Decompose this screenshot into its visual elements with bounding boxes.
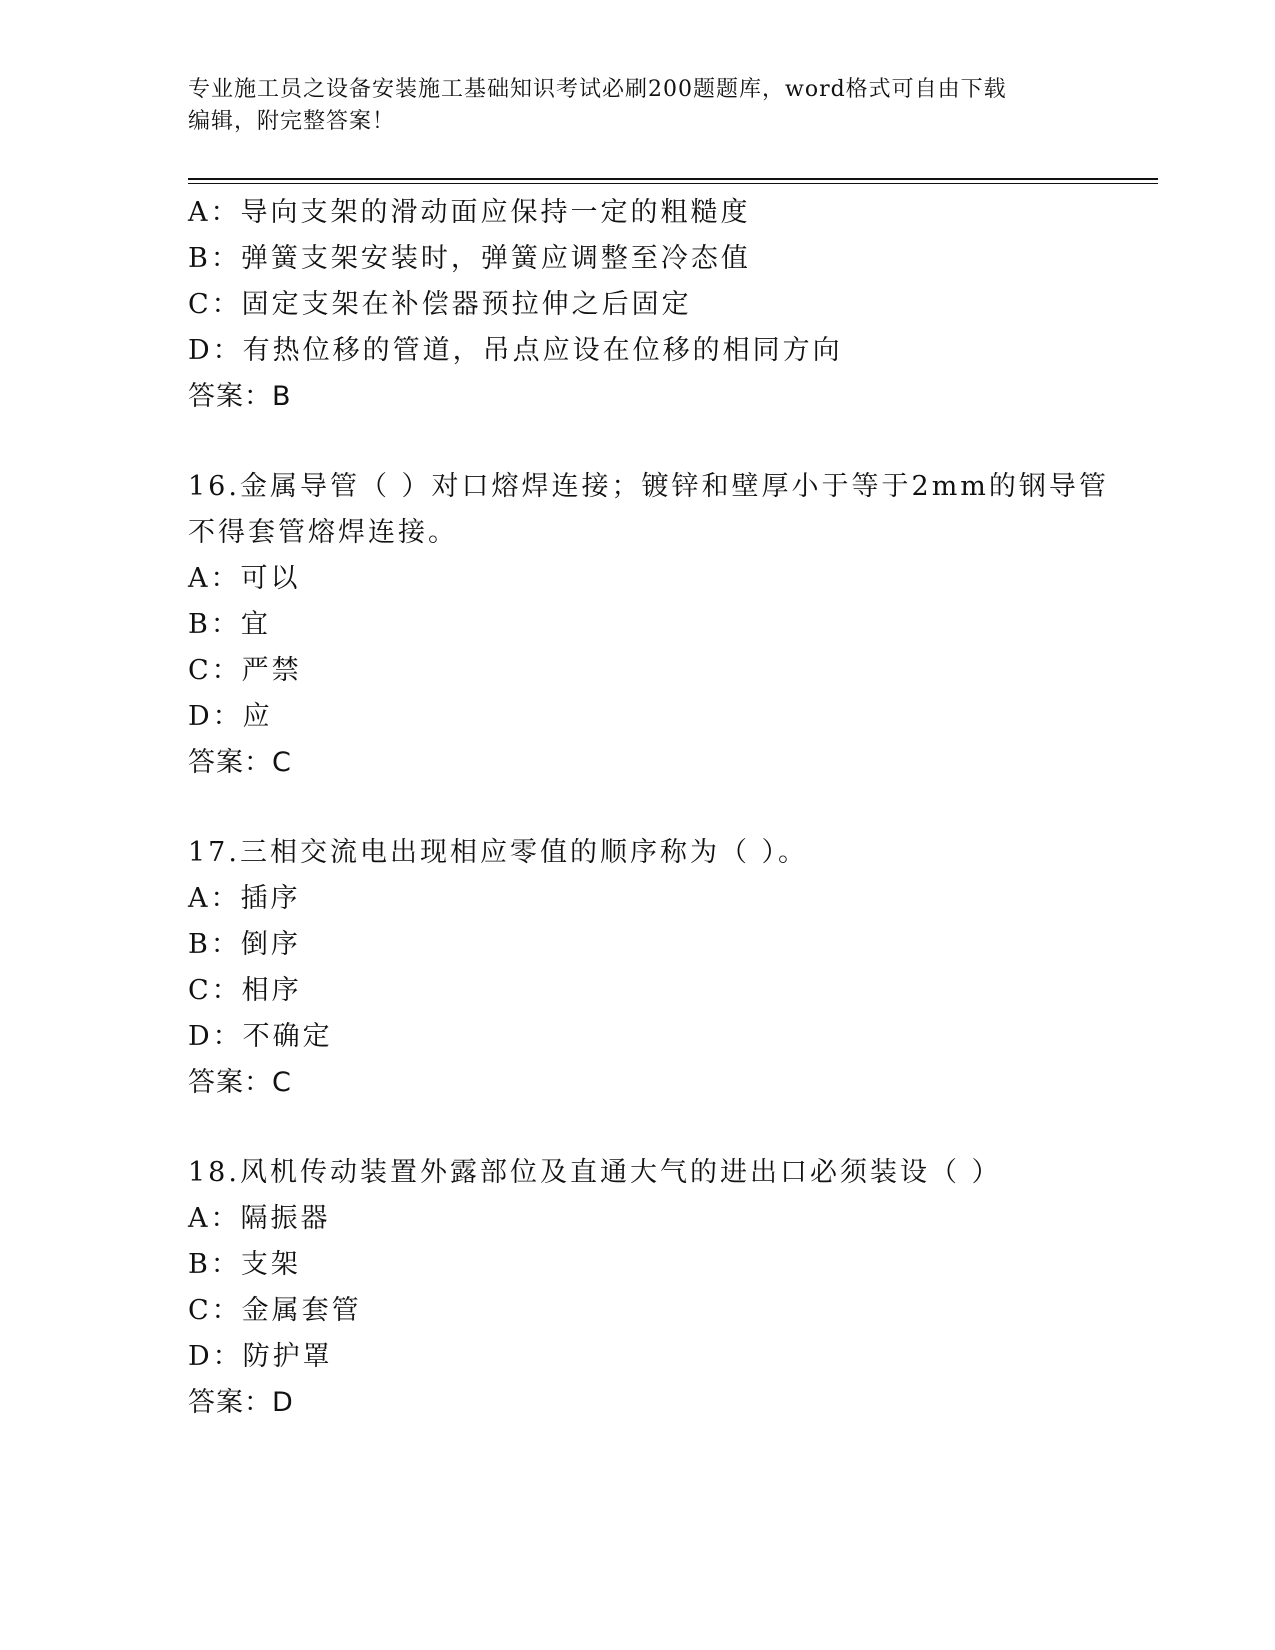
answer-line: 答案：C [188,747,292,778]
option-c: C：严禁 [188,655,302,686]
question-18 [188,1150,1088,1426]
option-b: B：倒序 [188,929,301,960]
option-a: A：插序 [188,883,301,914]
option-c: C：固定支架在补偿器预拉伸之后固定 [188,289,692,320]
option-b: B：支架 [188,1249,301,1280]
option-b: B：宜 [188,609,271,640]
option-d: D：不确定 [188,1021,333,1052]
option-c: C：金属套管 [188,1295,362,1326]
option-a: A：可以 [188,563,301,594]
option-a: A：导向支架的滑动面应保持一定的粗糙度 [188,197,751,228]
answer-line: 答案：C [188,1067,292,1098]
question-16 [188,464,1109,786]
question-list [188,190,1109,1426]
header-divider-thin [188,183,1158,184]
header-title-line-2: 编辑，附完整答案！ [188,109,396,134]
question-15-continued [188,190,1088,420]
option-a: A：隔振器 [188,1203,331,1234]
option-d: D：防护罩 [188,1341,333,1372]
answer-line: 答案：B [188,381,292,412]
question-stem-line-1: 16.金属导管（ ）对口熔焊连接；镀锌和壁厚小于等于2mm的钢导管 [188,471,1109,502]
question-stem-line-1: 17.三相交流电出现相应零值的顺序称为（ ）。 [188,837,809,868]
option-d: D：应 [188,701,273,732]
question-stem-line-1: 18.风机传动装置外露部位及直通大气的进出口必须装设（ ） [188,1157,1002,1188]
question-stem [188,1150,1088,1196]
answer-line: 答案：D [188,1387,294,1418]
option-c: C：相序 [188,975,302,1006]
option-b: B：弹簧支架安装时，弹簧应调整至冷态值 [188,243,751,274]
header-title-line-1: 专业施工员之设备安装施工基础知识考试必刷200题题库，word格式可自由下载 [188,77,1007,102]
question-stem [188,830,1088,876]
option-d: D：有热位移的管道，吊点应设在位移的相同方向 [188,335,843,366]
document-header [188,74,1068,138]
header-divider-thick [188,178,1158,180]
question-stem [188,464,1109,556]
question-17 [188,830,1088,1106]
question-stem-line-2: 不得套管熔焊连接。 [188,517,458,548]
